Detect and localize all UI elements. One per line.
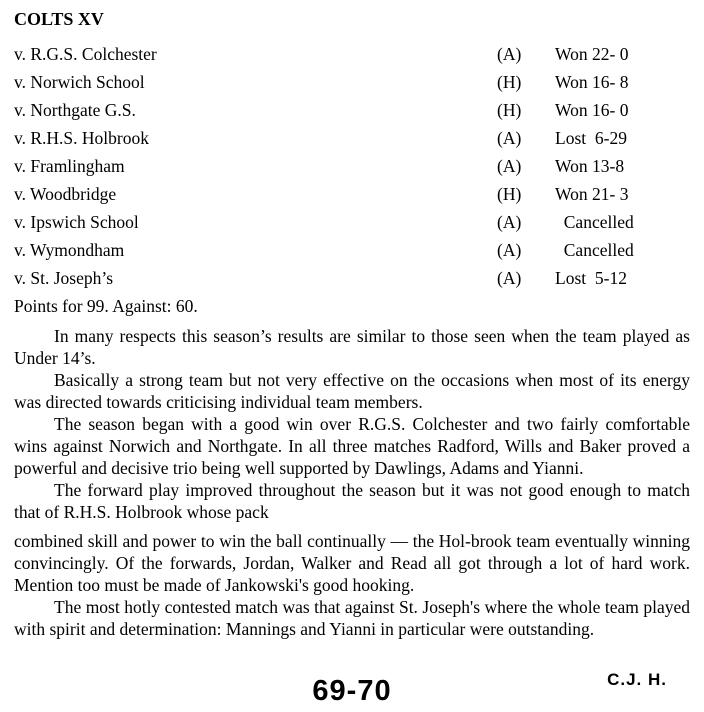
opponent-cell: v. Wymondham bbox=[14, 240, 125, 260]
score-cell: Won 21- 3 bbox=[555, 184, 629, 204]
opponent-cell: v. St. Joseph’s bbox=[14, 268, 114, 288]
score-cell: Won 22- 0 bbox=[555, 44, 629, 64]
opponent-cell: v. Northgate G.S. bbox=[14, 100, 136, 120]
venue-cell: (A) bbox=[497, 128, 522, 148]
season-report bbox=[14, 325, 690, 640]
opponent-cell: v. Ipswich School bbox=[14, 212, 139, 232]
report-paragraph: The most hotly contested match was that against St. Joseph's where the whole team played with spirit and determination: Mannings and Yianni in particular were outstanding. bbox=[14, 597, 690, 639]
opponent-cell: v. Norwich School bbox=[14, 72, 145, 92]
points-summary: Points for 99. Against: 60. bbox=[14, 296, 198, 316]
venue-cell: (A) bbox=[497, 212, 522, 232]
result-row bbox=[14, 96, 690, 124]
report-paragraph: In many respects this season’s results are similar to those seen when the team played as Under 14’s. bbox=[14, 326, 690, 368]
opponent-cell: v. R.H.S. Holbrook bbox=[14, 128, 149, 148]
report-paragraph: Basically a strong team but not very effective on the occasions when most of its energy was directed towards criticising individual team members. bbox=[14, 370, 690, 412]
report-paragraph: combined skill and power to win the ball continually — the Hol-brook team eventually winning convincingly. Of the forwards, Jordan, Walker and Read all got through a lot of hard work. Mention too must be made of Jankowski's good hooking. bbox=[14, 531, 690, 595]
result-row bbox=[14, 208, 690, 236]
opponent-cell: v. R.G.S. Colchester bbox=[14, 44, 157, 64]
author-signature: C.J. H. bbox=[607, 670, 667, 689]
result-row bbox=[14, 124, 690, 152]
venue-cell: (H) bbox=[497, 100, 522, 120]
result-row bbox=[14, 264, 690, 292]
score-cell: Lost 6-29 bbox=[555, 128, 627, 148]
venue-cell: (A) bbox=[497, 240, 522, 260]
report-paragraph: The forward play improved throughout the season but it was not good enough to match that of R.H.S. Holbrook whose pack bbox=[14, 480, 690, 522]
opponent-cell: v. Framlingham bbox=[14, 156, 125, 176]
venue-cell: (A) bbox=[497, 156, 522, 176]
score-cell: Lost 5-12 bbox=[555, 268, 627, 288]
score-cell: Cancelled bbox=[555, 212, 634, 232]
result-row bbox=[14, 40, 690, 68]
page-number: 69-70 bbox=[312, 675, 392, 707]
report-paragraph: The season began with a good win over R.G.S. Colchester and two fairly comfortable wins against Norwich and Northgate. In all three matches Radford, Wills and Baker proved a powerful and decisive trio being well supported by Dawlings, Adams and Yianni. bbox=[14, 414, 690, 478]
venue-cell: (H) bbox=[497, 184, 522, 204]
venue-cell: (H) bbox=[497, 72, 522, 92]
score-cell: Cancelled bbox=[555, 240, 634, 260]
opponent-cell: v. Woodbridge bbox=[14, 184, 117, 204]
result-row bbox=[14, 236, 690, 264]
score-cell: Won 13-8 bbox=[555, 156, 625, 176]
score-cell: Won 16- 8 bbox=[555, 72, 629, 92]
result-row bbox=[14, 68, 690, 96]
score-cell: Won 16- 0 bbox=[555, 100, 629, 120]
venue-cell: (A) bbox=[497, 44, 522, 64]
page-title: COLTS XV bbox=[14, 9, 104, 29]
results-table bbox=[14, 40, 690, 292]
result-row bbox=[14, 152, 690, 180]
result-row bbox=[14, 180, 690, 208]
venue-cell: (A) bbox=[497, 268, 522, 288]
